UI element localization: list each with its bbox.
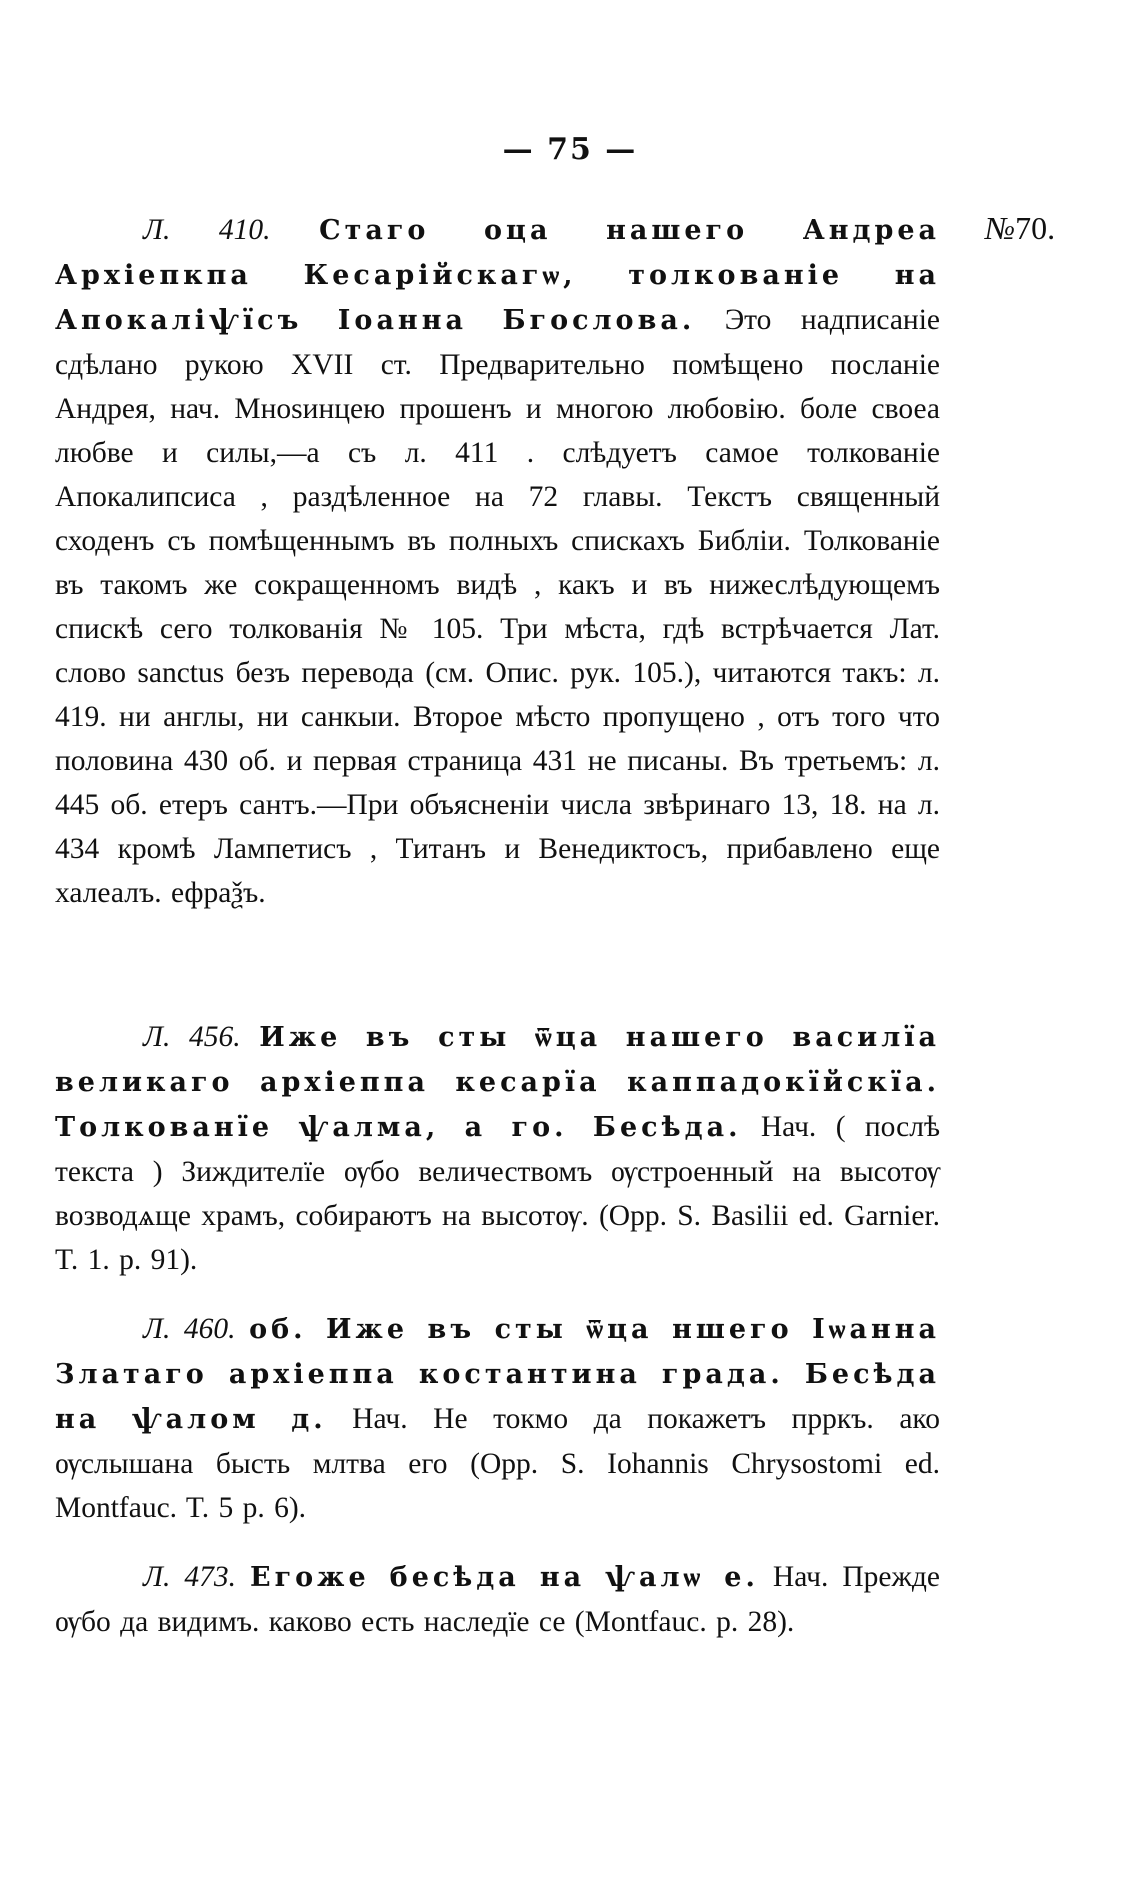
entry-text: Нач. Прежде ѹбо да видимъ. каково есть наследїе се (Montfauc. p. 28).: [55, 1561, 940, 1638]
entry-473: [55, 1555, 940, 1644]
entry-ref: Л. 473.: [143, 1561, 237, 1593]
entry-410: [55, 208, 940, 915]
page-number: — 75 —: [502, 132, 638, 167]
margin-note-sign: №: [985, 210, 1016, 246]
entry-text: Это надписаніе сдѣлано рукою XVII ст. Предварительно помѣщено посланіе Андрея, нач. Мноѕинцею прошенъ и многою любовію. боле своеа любве и силы,—а съ л. 411 . слѣдуетъ самое толкованіе Апокалипсиса , раздѣленное на 72 главы. Текстъ священный сходенъ съ помѣщеннымъ въ полныхъ спискахъ Библіи. Толкованіе въ такомъ же сокращенномъ видѣ , какъ и въ нижеслѣдующемъ спискѣ сего толкованія № 105. Три мѣста, гдѣ встрѣчается Лат. слово sanctus безъ перевода (см. Опис. рук. 105.), читаются такъ: л. 419. ни англы, ни санкыи. Второе мѣсто пропущено , отъ того что половина 430 об. и первая страница 431 не писаны. Въ третьемъ: л. 445 об. етеръ сантъ.—При объясненіи числа звѣринаго 13, 18. на л. 434 кромѣ Лампетисъ , Титанъ и Венедиктосъ, прибавлено еще халеалъ. ефраѯъ.: [55, 304, 940, 909]
entry-ref: Л. 456.: [143, 1021, 241, 1053]
entry-heading: Иже въ сты ѿца нашего василїа великаго архіеппа кесарїа каппадокїйскїа. Толкованїе ѱалма, а го. Бесѣда.: [55, 1022, 941, 1143]
margin-note: [985, 210, 1055, 247]
margin-note-number: 70.: [1015, 210, 1056, 246]
entry-text: Нач. ( послѣ текста ) Зиждителїе ѹбо величествомъ ѹстроенный на высотѹ возводѧще храмъ, собираютъ на высотѹ. (Opp. S. Basilii ed. Garnier. T. 1. p. 91).: [55, 1111, 941, 1276]
entry-460: [55, 1307, 940, 1530]
entry-text: Нач. Не токмо да покажетъ прркъ. ако ѹслышана бысть млтва его (Opp. S. Iohannis Chrysostomi ed. Montfauc. T. 5 p. 6).: [55, 1403, 941, 1524]
entry-ref: Л. 410.: [143, 214, 271, 246]
entry-456: [55, 1015, 940, 1282]
entry-heading: Егоже бесѣда на ѱалѡ е.: [250, 1562, 759, 1593]
entry-heading: Стаго оца нашего Андреа Архіепкпа Кесарійскагѡ, толкованіе на Апокаліѱїсъ Іоанна Бгослова.: [55, 215, 940, 336]
entry-heading: об. Иже въ сты ѿца ншего Іѡанна Златаго архіеппа костантина града. Бесѣда на ѱалом д.: [55, 1314, 941, 1435]
entry-ref: Л. 460.: [143, 1313, 236, 1345]
